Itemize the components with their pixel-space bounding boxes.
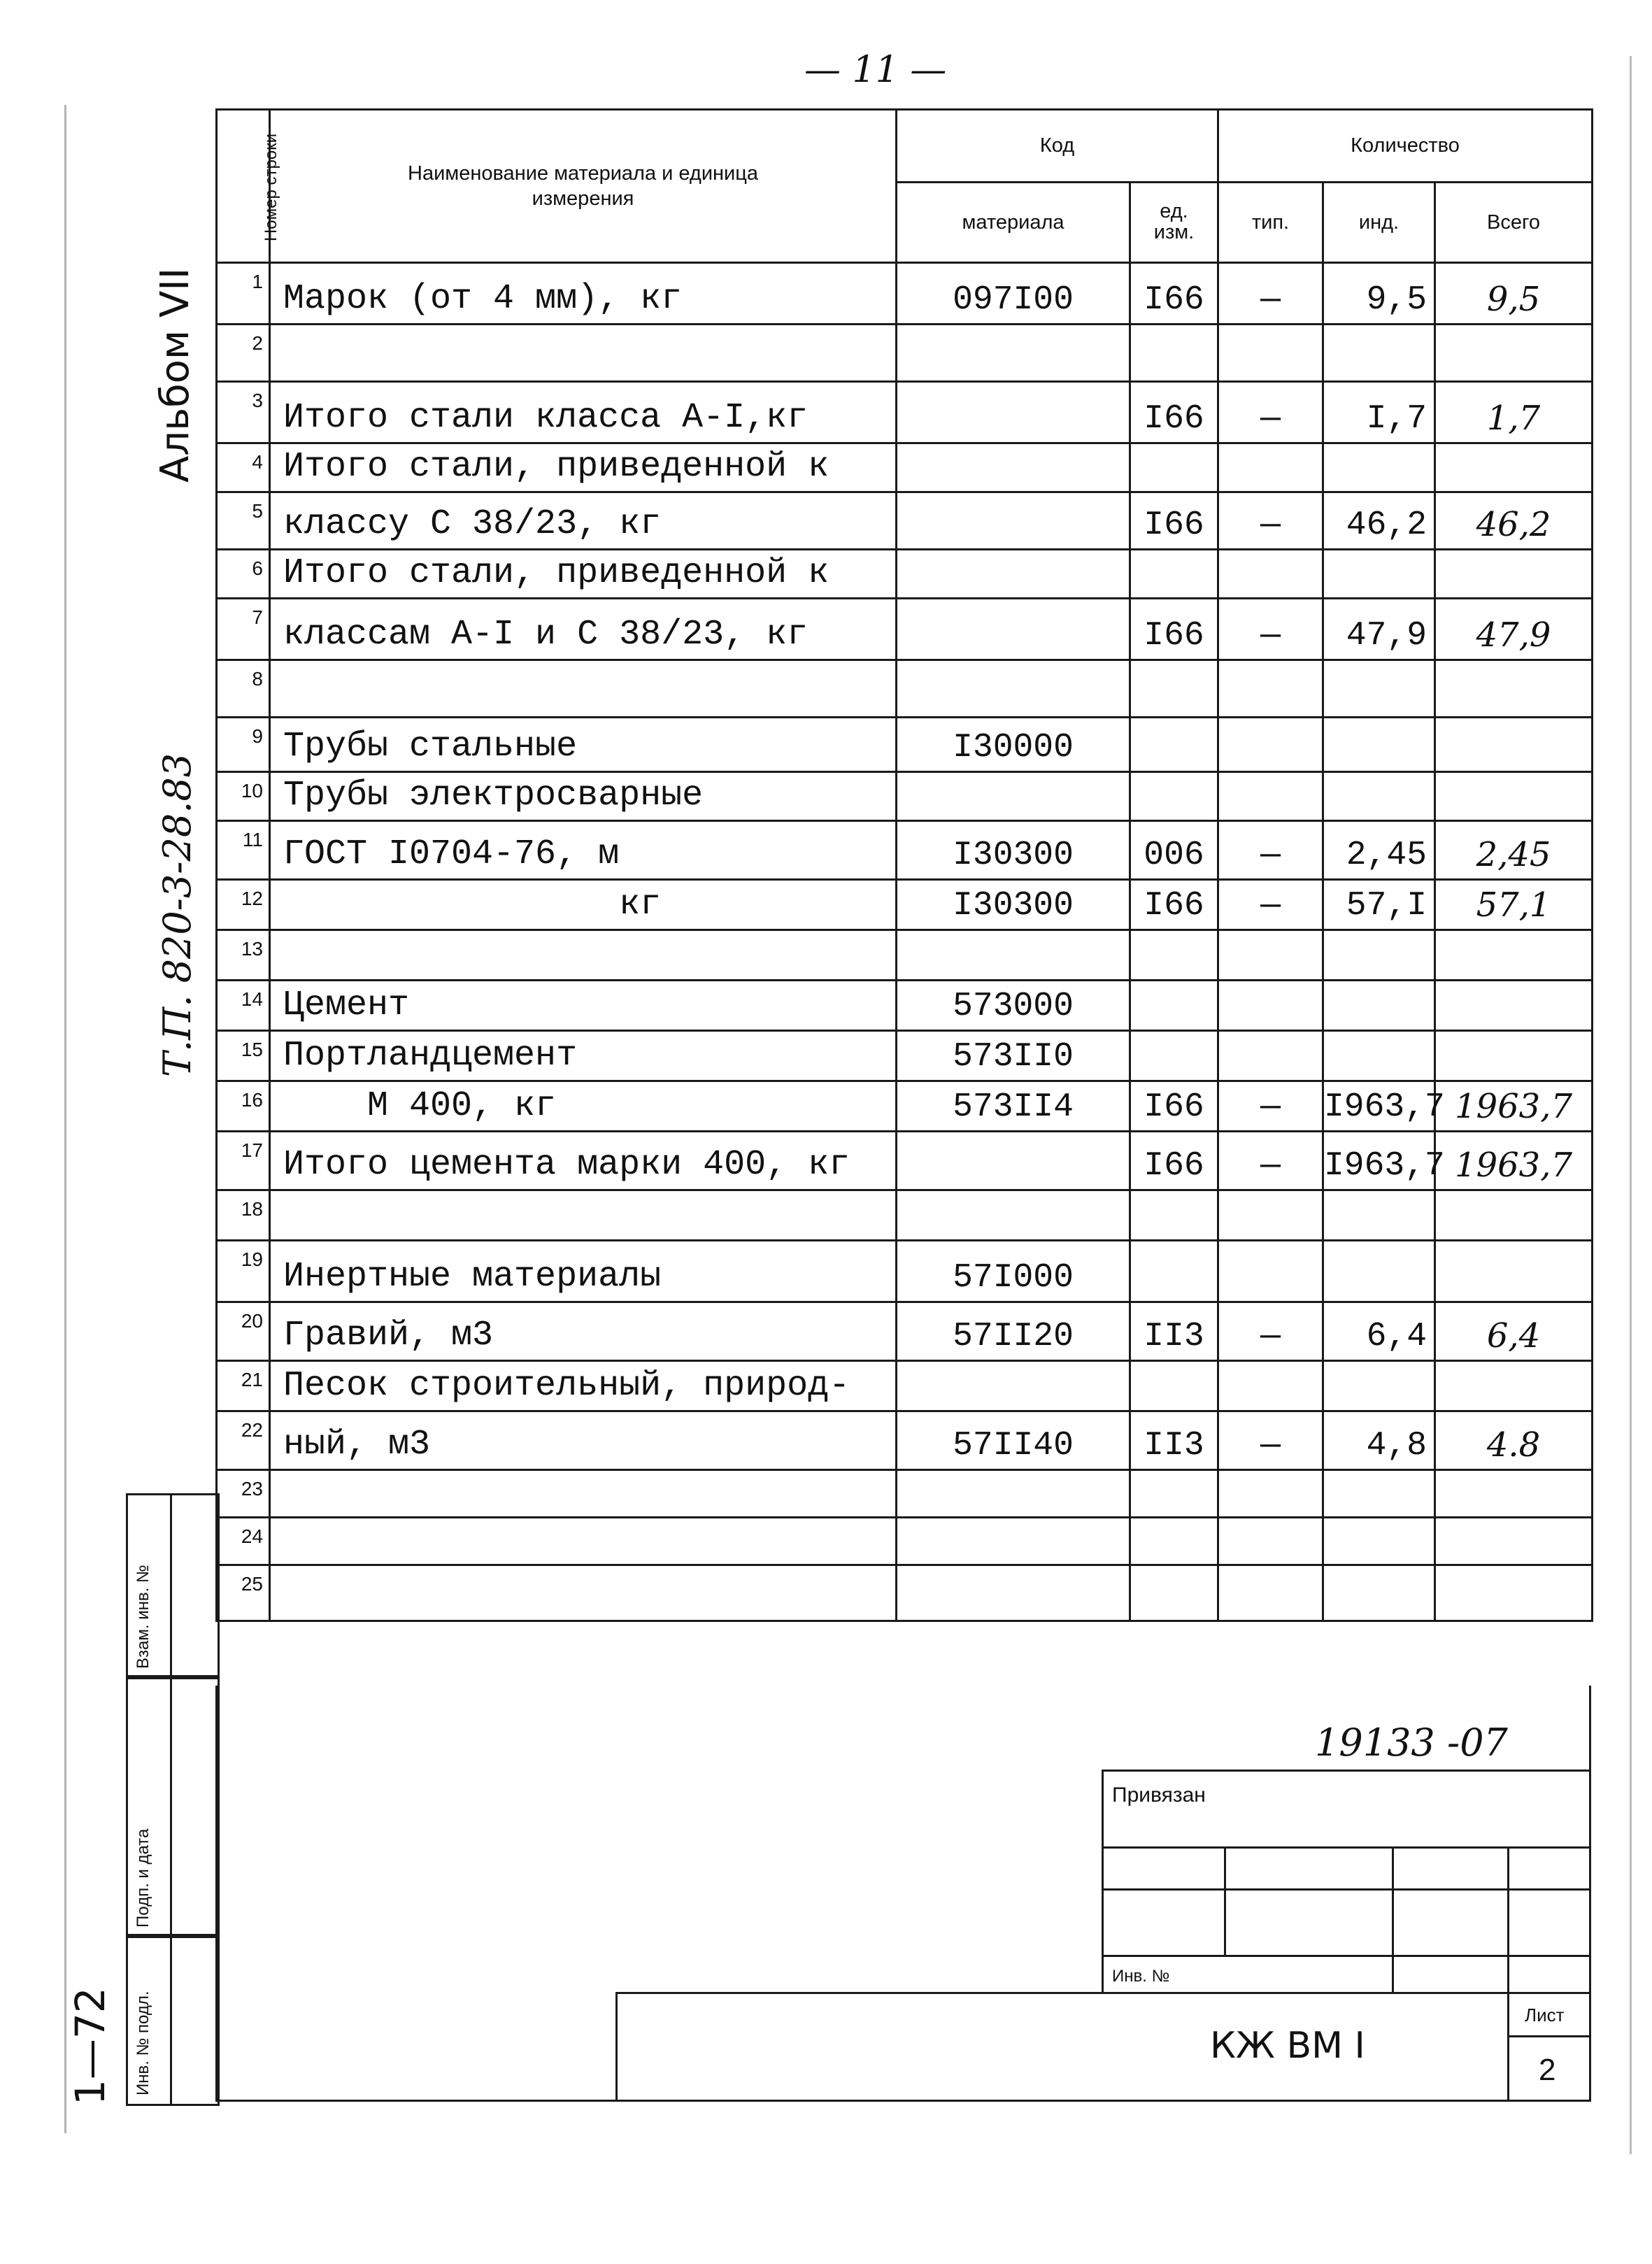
unit-code <box>1130 930 1218 981</box>
unit-code <box>1130 718 1218 772</box>
material-name <box>270 660 897 718</box>
qty-type: — <box>1218 492 1323 550</box>
row-number: 3 <box>217 382 270 443</box>
material-code <box>897 382 1130 443</box>
qty-type: — <box>1218 1411 1323 1470</box>
materials-table <box>215 108 1593 1622</box>
unit-code <box>1130 981 1218 1031</box>
qty-type <box>1218 1470 1323 1518</box>
qty-type: — <box>1218 1081 1323 1132</box>
qty-ind <box>1323 772 1435 821</box>
material-name: кг <box>270 880 897 930</box>
material-code <box>897 443 1130 492</box>
stamp-line-a <box>1102 1770 1591 1772</box>
qty-total: 57,1 <box>1435 880 1593 930</box>
unit-code: I66 <box>1130 880 1218 930</box>
header-qty-type: тип. <box>1218 183 1323 263</box>
material-name: Портландцемент <box>270 1031 897 1081</box>
qty-total <box>1435 772 1593 821</box>
project-code: Т.П. 820-3-28.83 <box>155 753 199 1077</box>
qty-total <box>1435 1565 1593 1621</box>
material-code <box>897 1565 1130 1621</box>
qty-ind <box>1323 1031 1435 1081</box>
side-box-inv <box>126 1934 220 2106</box>
qty-total <box>1435 1241 1593 1302</box>
material-code: 573000 <box>897 981 1130 1031</box>
row-number: 25 <box>217 1565 270 1621</box>
qty-total <box>1435 1190 1593 1241</box>
table-row <box>217 599 1593 660</box>
material-name <box>270 325 897 382</box>
qty-type <box>1218 1361 1323 1411</box>
stamp-line-g <box>1392 1846 1394 1993</box>
row-number: 24 <box>217 1518 270 1565</box>
material-code <box>897 772 1130 821</box>
privyazan-label: Привязан <box>1112 1784 1206 1807</box>
table-row <box>217 1241 1593 1302</box>
qty-type <box>1218 1190 1323 1241</box>
album-label: Альбом VII <box>152 267 198 483</box>
qty-type: — <box>1218 382 1323 443</box>
qty-total <box>1435 1470 1593 1518</box>
qty-type: — <box>1218 1132 1323 1190</box>
material-code <box>897 599 1130 660</box>
unit-code <box>1130 1518 1218 1565</box>
row-number: 5 <box>217 492 270 550</box>
header-code-material: материала <box>897 183 1130 263</box>
qty-type: — <box>1218 821 1323 880</box>
table-row <box>217 1565 1593 1621</box>
row-number: 10 <box>217 772 270 821</box>
qty-type <box>1218 660 1323 718</box>
row-number: 6 <box>217 550 270 599</box>
table-row <box>217 263 1593 325</box>
qty-total <box>1435 1518 1593 1565</box>
unit-code <box>1130 1470 1218 1518</box>
material-code: I30300 <box>897 880 1130 930</box>
qty-total: 47,9 <box>1435 599 1593 660</box>
qty-total <box>1435 325 1593 382</box>
table-row <box>217 1518 1593 1565</box>
material-name: М 400, кг <box>270 1081 897 1132</box>
material-code <box>897 1132 1130 1190</box>
material-name: Итого стали, приведенной к <box>270 550 897 599</box>
qty-total: 1963,7 <box>1435 1081 1593 1132</box>
table-row <box>217 1132 1593 1190</box>
table-row <box>217 1411 1593 1470</box>
material-code: 573II0 <box>897 1031 1130 1081</box>
qty-total <box>1435 550 1593 599</box>
row-number: 1 <box>217 263 270 325</box>
qty-ind <box>1323 1470 1435 1518</box>
qty-ind <box>1323 1361 1435 1411</box>
table-row <box>217 1302 1593 1361</box>
qty-ind <box>1323 1241 1435 1302</box>
table-row <box>217 382 1593 443</box>
row-number: 18 <box>217 1190 270 1241</box>
qty-total <box>1435 718 1593 772</box>
qty-ind: 46,2 <box>1323 492 1435 550</box>
material-code <box>897 1470 1130 1518</box>
material-code <box>897 1518 1130 1565</box>
qty-total <box>1435 1031 1593 1081</box>
table-row <box>217 550 1593 599</box>
qty-total <box>1435 981 1593 1031</box>
table-row <box>217 772 1593 821</box>
material-code: 573II4 <box>897 1081 1130 1132</box>
unit-code <box>1130 772 1218 821</box>
side-label-podp: Подп. и дата <box>134 1828 152 1928</box>
table-row <box>217 492 1593 550</box>
qty-ind: 9,5 <box>1323 263 1435 325</box>
header-code: Код <box>897 110 1218 183</box>
table-row <box>217 1470 1593 1518</box>
unit-code: II3 <box>1130 1411 1218 1470</box>
stamp-line-i <box>615 1992 1591 1994</box>
material-name: Итого цемента марки 400, кг <box>270 1132 897 1190</box>
qty-ind <box>1323 1190 1435 1241</box>
unit-code: I66 <box>1130 1132 1218 1190</box>
handwritten-number: 19133 -07 <box>1315 1721 1508 1765</box>
table-row <box>217 930 1593 981</box>
qty-total: 1963,7 <box>1435 1132 1593 1190</box>
stamp-line-d <box>1102 1888 1591 1891</box>
list-number: 2 <box>1539 2053 1556 2087</box>
material-name: Трубы стальные <box>270 718 897 772</box>
row-number: 22 <box>217 1411 270 1470</box>
material-code <box>897 1361 1130 1411</box>
qty-type: — <box>1218 599 1323 660</box>
header-qty-total: Всего <box>1435 183 1593 263</box>
header-name: Наименование материала и единица измерения <box>270 110 897 263</box>
list-label: Лист <box>1525 2005 1565 2026</box>
stamp-left-line <box>215 1686 218 2102</box>
side-label-inv: Инв. № подл. <box>134 1991 152 2095</box>
qty-type <box>1218 443 1323 492</box>
row-number: 11 <box>217 821 270 880</box>
qty-total <box>1435 443 1593 492</box>
qty-ind: I963,7 <box>1323 1081 1435 1132</box>
qty-ind: 47,9 <box>1323 599 1435 660</box>
table-row <box>217 1081 1593 1132</box>
qty-ind <box>1323 981 1435 1031</box>
qty-total: 1,7 <box>1435 382 1593 443</box>
stamp-line-j <box>615 1992 618 2102</box>
table-row <box>217 1361 1593 1411</box>
qty-total: 2,45 <box>1435 821 1593 880</box>
material-name: Марок (от 4 мм), кг <box>270 263 897 325</box>
unit-code: I66 <box>1130 1081 1218 1132</box>
unit-code <box>1130 550 1218 599</box>
material-code: I30300 <box>897 821 1130 880</box>
material-name: Инертные материалы <box>270 1241 897 1302</box>
material-name: ный, м3 <box>270 1411 897 1470</box>
qty-total <box>1435 660 1593 718</box>
qty-ind: I,7 <box>1323 382 1435 443</box>
material-name <box>270 930 897 981</box>
inv-no-label: Инв. № <box>1112 1967 1170 1986</box>
unit-code: I66 <box>1130 599 1218 660</box>
unit-code <box>1130 1190 1218 1241</box>
qty-ind <box>1323 1518 1435 1565</box>
qty-total: 46,2 <box>1435 492 1593 550</box>
material-name <box>270 1470 897 1518</box>
material-code: 097I00 <box>897 263 1130 325</box>
material-code <box>897 550 1130 599</box>
qty-ind <box>1323 660 1435 718</box>
table-row <box>217 880 1593 930</box>
stamp-line-e <box>1102 1955 1591 1957</box>
table-row <box>217 325 1593 382</box>
qty-total <box>1435 1361 1593 1411</box>
table-row <box>217 443 1593 492</box>
table-row <box>217 821 1593 880</box>
row-number: 17 <box>217 1132 270 1190</box>
qty-ind <box>1323 718 1435 772</box>
qty-type <box>1218 930 1323 981</box>
qty-ind: I963,7 <box>1323 1132 1435 1190</box>
qty-ind: 2,45 <box>1323 821 1435 880</box>
material-code: 57II40 <box>897 1411 1130 1470</box>
qty-ind: 57,I <box>1323 880 1435 930</box>
material-code: 57I000 <box>897 1241 1130 1302</box>
unit-code: II3 <box>1130 1302 1218 1361</box>
qty-ind: 6,4 <box>1323 1302 1435 1361</box>
row-number: 2 <box>217 325 270 382</box>
table-row <box>217 981 1593 1031</box>
qty-type: — <box>1218 1302 1323 1361</box>
row-number: 20 <box>217 1302 270 1361</box>
row-number: 9 <box>217 718 270 772</box>
material-name <box>270 1565 897 1621</box>
header-code-unit: ед. изм. <box>1130 183 1218 263</box>
material-name: классам А-I и С 38/23, кг <box>270 599 897 660</box>
table-row <box>217 718 1593 772</box>
side-box-vzam <box>126 1493 220 1679</box>
binding-edge-line <box>64 105 66 2133</box>
unit-code <box>1130 1565 1218 1621</box>
qty-total: 4.8 <box>1435 1411 1593 1470</box>
stamp-right-line <box>1589 1686 1591 2102</box>
row-number: 7 <box>217 599 270 660</box>
unit-code <box>1130 1241 1218 1302</box>
unit-code: I66 <box>1130 382 1218 443</box>
material-name: Гравий, м3 <box>270 1302 897 1361</box>
qty-type: — <box>1218 263 1323 325</box>
row-number: 16 <box>217 1081 270 1132</box>
header-row-number: Номер строки <box>217 110 270 263</box>
qty-total: 6,4 <box>1435 1302 1593 1361</box>
stamp-bottom-line <box>215 2100 1591 2102</box>
unit-code <box>1130 1361 1218 1411</box>
qty-type <box>1218 1518 1323 1565</box>
unit-code: 006 <box>1130 821 1218 880</box>
document-code: КЖ ВМ I <box>1210 2025 1365 2067</box>
qty-ind: 4,8 <box>1323 1411 1435 1470</box>
unit-code <box>1130 325 1218 382</box>
row-number: 19 <box>217 1241 270 1302</box>
stamp-line-f <box>1224 1846 1226 1955</box>
material-name: классу С 38/23, кг <box>270 492 897 550</box>
page-number: — 11 — <box>804 49 947 91</box>
stamp-line-h <box>1507 1846 1509 1993</box>
row-number: 8 <box>217 660 270 718</box>
material-name: Цемент <box>270 981 897 1031</box>
stamp-line-k <box>1507 1992 1509 2102</box>
side-label-vzam: Взам. инв. № <box>134 1565 152 1669</box>
stamp-line-l <box>1507 2035 1591 2037</box>
qty-ind <box>1323 930 1435 981</box>
qty-ind <box>1323 1565 1435 1621</box>
material-code <box>897 1190 1130 1241</box>
material-code <box>897 325 1130 382</box>
material-code <box>897 660 1130 718</box>
qty-total <box>1435 930 1593 981</box>
material-name: Итого стали класса А-I,кг <box>270 382 897 443</box>
row-number: 21 <box>217 1361 270 1411</box>
header-qty-ind: инд. <box>1323 183 1435 263</box>
qty-type <box>1218 1031 1323 1081</box>
row-number: 23 <box>217 1470 270 1518</box>
qty-total: 9,5 <box>1435 263 1593 325</box>
sheet-reference: 1—72 <box>66 1987 114 2105</box>
side-box-podp <box>126 1675 220 1938</box>
table-row <box>217 1190 1593 1241</box>
unit-code: I66 <box>1130 263 1218 325</box>
qty-type <box>1218 981 1323 1031</box>
row-number: 4 <box>217 443 270 492</box>
unit-code <box>1130 660 1218 718</box>
qty-type <box>1218 1565 1323 1621</box>
qty-type: — <box>1218 880 1323 930</box>
qty-ind <box>1323 550 1435 599</box>
material-name: Итого стали, приведенной к <box>270 443 897 492</box>
material-code <box>897 930 1130 981</box>
table-row <box>217 660 1593 718</box>
material-name <box>270 1190 897 1241</box>
qty-ind <box>1323 325 1435 382</box>
material-name <box>270 1518 897 1565</box>
qty-type <box>1218 1241 1323 1302</box>
unit-code: I66 <box>1130 492 1218 550</box>
qty-type <box>1218 772 1323 821</box>
qty-type <box>1218 718 1323 772</box>
stamp-line-c <box>1102 1846 1591 1849</box>
row-number: 15 <box>217 1031 270 1081</box>
material-code: 57II20 <box>897 1302 1130 1361</box>
unit-code <box>1130 443 1218 492</box>
material-name: ГОСТ I0704-76, м <box>270 821 897 880</box>
row-number: 14 <box>217 981 270 1031</box>
unit-code <box>1130 1031 1218 1081</box>
material-code <box>897 492 1130 550</box>
material-name: Песок строительный, природ- <box>270 1361 897 1411</box>
stamp-line-b <box>1102 1770 1104 1993</box>
material-name: Трубы электросварные <box>270 772 897 821</box>
row-number: 13 <box>217 930 270 981</box>
right-edge-line <box>1630 56 1632 2154</box>
qty-type <box>1218 550 1323 599</box>
qty-ind <box>1323 443 1435 492</box>
row-number: 12 <box>217 880 270 930</box>
table-row <box>217 1031 1593 1081</box>
qty-type <box>1218 325 1323 382</box>
material-code: I30000 <box>897 718 1130 772</box>
header-quantity: Количество <box>1218 110 1593 183</box>
